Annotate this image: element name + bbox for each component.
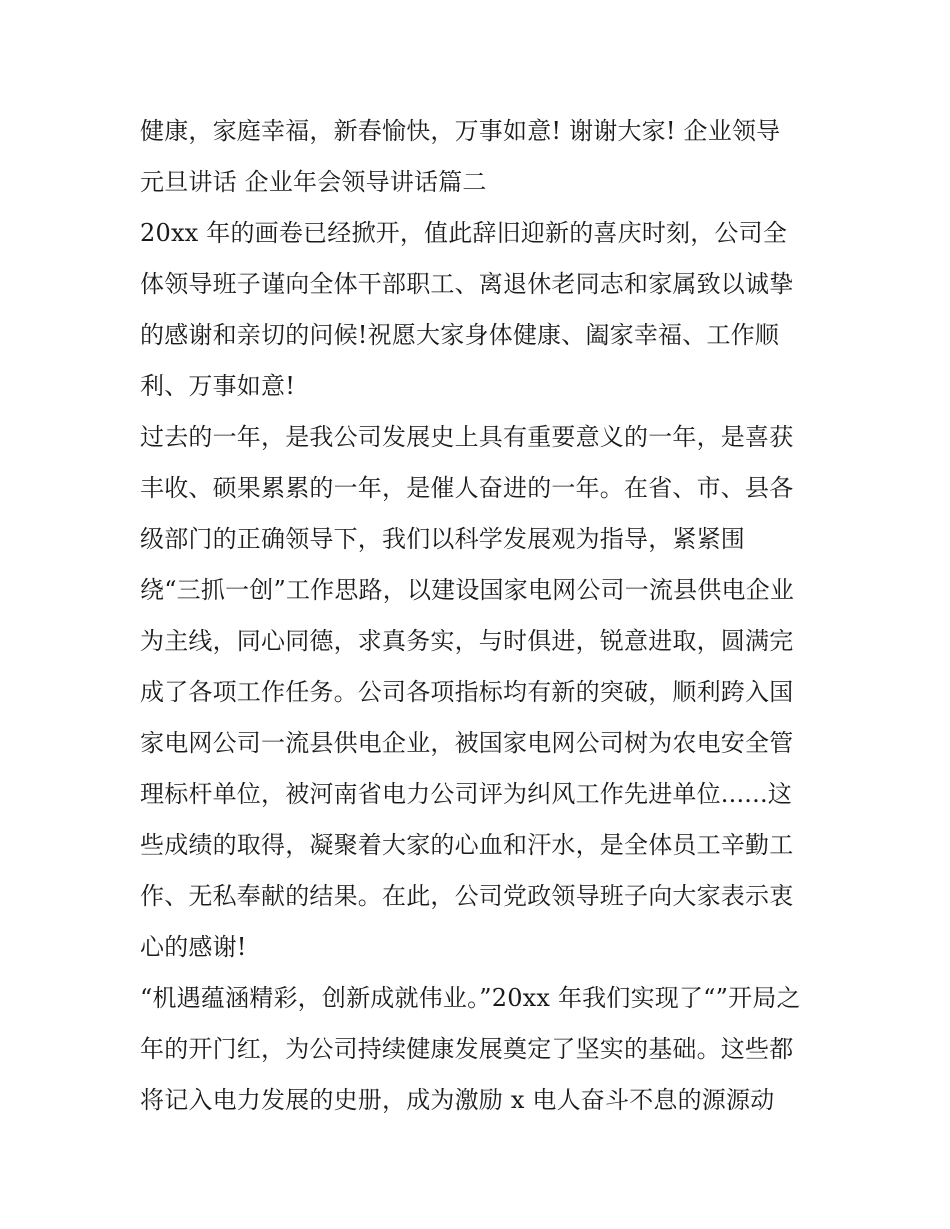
text-line-17: 心的感谢! (140, 933, 247, 961)
text-line-2: 元旦讲话 企业年会领导讲话篇二 (140, 168, 487, 196)
text-line-15: 些成绩的取得，凝聚着大家的心血和汗水，是全体员工辛勤工 (140, 831, 794, 859)
text-line-7: 过去的一年，是我公司发展史上具有重要意义的一年，是喜获 (140, 423, 794, 451)
text-line-13: 家电网公司一流县供电企业，被国家电网公司树为农电安全管 (140, 729, 794, 757)
text-line-14: 理标杆单位，被河南省电力公司评为纠风工作先进单位......这 (140, 780, 792, 808)
text-line-10: 绕“三抓一创”工作思路，以建设国家电网公司一流县供电企业 (140, 576, 795, 604)
text-line-20: 将记入电力发展的史册，成为激励 x 电人奋斗不息的源源动 (140, 1086, 775, 1114)
text-line-19: 年的开门红，为公司持续健康发展奠定了坚实的基础。这些都 (140, 1035, 794, 1063)
text-line-11: 为主线，同心同德，求真务实，与时俱进，锐意进取，圆满完 (140, 627, 794, 655)
text-line-3: 20xx 年的画卷已经掀开，值此辞旧迎新的喜庆时刻，公司全 (140, 219, 788, 247)
text-line-16: 作、无私奉献的结果。在此，公司党政领导班子向大家表示衷 (140, 882, 794, 910)
text-line-1: 健康，家庭幸福，新春愉快，万事如意! 谢谢大家! 企业领导 (140, 117, 781, 145)
text-line-9: 级部门的正确领导下，我们以科学发展观为指导，紧紧围 (140, 525, 745, 553)
text-line-4: 体领导班子谨向全体干部职工、离退休老同志和家属致以诚挚 (140, 270, 794, 298)
text-line-6: 利、万事如意! (140, 372, 296, 400)
text-line-5: 的感谢和亲切的问候!祝愿大家身体健康、阖家幸福、工作顺 (140, 321, 780, 349)
text-line-8: 丰收、硕果累累的一年，是催人奋进的一年。在省、市、县各 (140, 474, 794, 502)
text-line-18: “机遇蕴涵精彩，创新成就伟业。”20xx 年我们实现了“”开局之 (140, 984, 801, 1012)
text-line-12: 成了各项工作任务。公司各项指标均有新的突破，顺利跨入国 (140, 678, 794, 706)
document-body (140, 106, 820, 1126)
